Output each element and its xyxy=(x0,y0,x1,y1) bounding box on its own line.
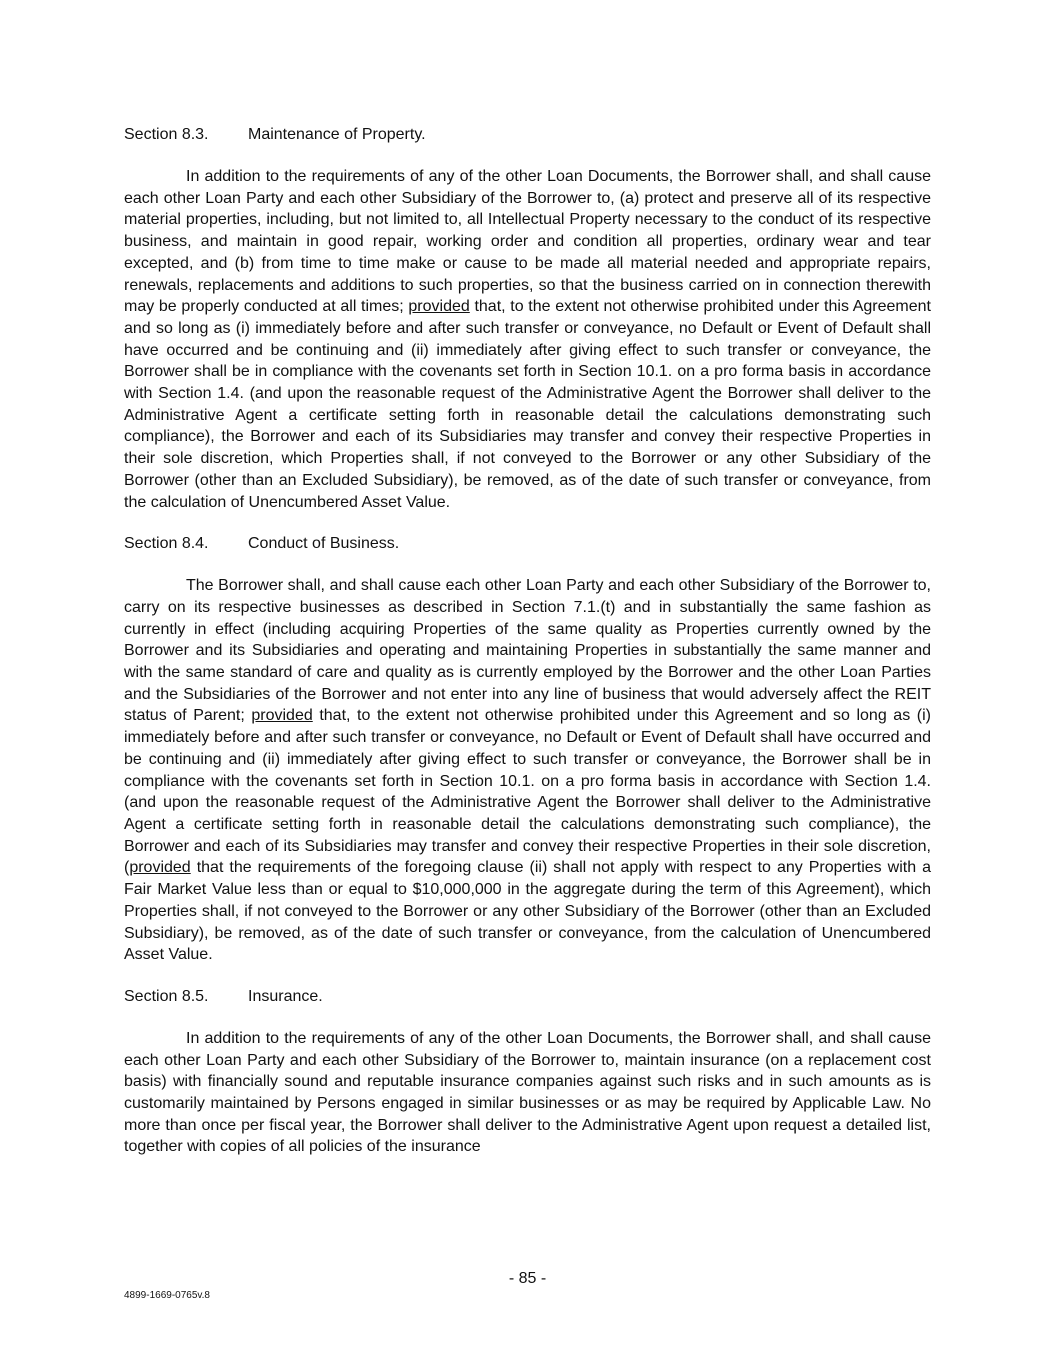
provided-term: provided xyxy=(251,707,313,725)
section-paragraph-8-4 xyxy=(124,575,931,966)
document-page xyxy=(124,124,931,1178)
paragraph-text: that the requirements of the foregoing clause (ii) shall not apply with respect to any Properties with a Fair Market Value less than or equal to $10,000,000 in the aggregate during the term of this Agreement), which Properties shall, if not conveyed to the Borrower or any other Subsidiary of the Borrower (other than an Excluded Subsidiary), be removed, as of the date of such transfer or conveyance, from the calculation of Unencumbered Asset Value. xyxy=(124,859,931,964)
section-number: Section 8.4. xyxy=(124,535,209,553)
section-heading-8-5 xyxy=(124,986,931,1008)
provided-term: provided xyxy=(129,859,191,877)
section-heading-8-4 xyxy=(124,533,931,555)
paragraph-text: In addition to the requirements of any of the other Loan Documents, the Borrower shall, and shall cause each other Loan Party and each other Subsidiary of the Borrower to, (a) protect and preserve all of its respective material properties, including, but not limited to, all Intellectual Property necessary to the conduct of its respective business, and maintain in good repair, working order and condition all properties, ordinary wear and tear excepted, and (b) from time to time make or cause to be made all material needed and appropriate repairs, renewals, replacements and additions to such properties, so that the business carried on in connection therewith may be properly conducted at all times; xyxy=(124,168,931,316)
section-paragraph-8-3 xyxy=(124,166,931,513)
section-title: Maintenance of Property. xyxy=(248,126,426,143)
section-title: Insurance. xyxy=(248,987,323,1005)
paragraph-text: In addition to the requirements of any of the other Loan Documents, the Borrower shall, and shall cause each other Loan Party and each other Subsidiary of the Borrower to, maintain insurance (on a replacement cost basis) with financially sound and reputable insurance companies against such risks and in such amounts as is customarily maintained by Persons engaged in similar businesses or as may be required by Applicable Law. No more than once per fiscal year, the Borrower shall deliver to the Administrative Agent upon request a detailed list, together with copies of all policies of the insurance xyxy=(124,1029,931,1156)
section-number: Section 8.3. xyxy=(124,126,209,143)
paragraph-text: The Borrower shall, and shall cause each other Loan Party and each other Subsidiary of the Borrower to, carry on its respective businesses as described in Section 7.1.(t) and in substantially the same fashion as currently in effect (including acquiring Properties of the same quality as Properties currently owned by the Borrower and its Subsidiaries and operating and maintaining Properties in substantially the same manner and with the same standard of care and quality as is currently employed by the Borrower and the other Loan Parties and the Subsidiaries of the Borrower and not enter into any line of business that would adversely affect the REIT status of Parent; xyxy=(124,577,931,725)
section-heading-8-3 xyxy=(124,124,931,146)
paragraph-text: that, to the extent not otherwise prohibited under this Agreement and so long as (i) immediately before and after such transfer or conveyance, no Default or Event of Default shall have occurred and be continuing and (ii) immediately after giving effect to such transfer or conveyance, the Borrower shall be in compliance with the covenants set forth in Section 10.1. on a pro forma basis in accordance with Section 1.4. (and upon the reasonable request of the Administrative Agent the Borrower shall deliver to the Administrative Agent a certificate setting forth in reasonable detail the calculations demonstrating such compliance), the Borrower and each of its Subsidiaries may transfer and convey their respective Properties in their sole discretion, ( xyxy=(124,707,931,877)
page-number: - 85 - xyxy=(508,1270,547,1287)
document-id: 4899-1669-0765v.8 xyxy=(124,1290,210,1301)
paragraph-text: that, to the extent not otherwise prohibited under this Agreement and so long as (i) immediately before and after such transfer or conveyance, no Default or Event of Default shall have occurred and be continuing and (ii) immediately after giving effect to such transfer or conveyance, the Borrower shall be in compliance with the covenants set forth in Section 10.1. on a pro forma basis in accordance with Section 1.4. (and upon the reasonable request of the Administrative Agent the Borrower shall deliver to the Administrative Agent a certificate setting forth in reasonable detail the calculations demonstrating such compliance), the Borrower and each of its Subsidiaries may transfer and convey their respective Properties in their sole discretion, which Properties shall, if not conveyed to the Borrower or any other Subsidiary of the Borrower (other than an Excluded Subsidiary), be removed, as of the date of such transfer or conveyance, from the calculation of Unencumbered Asset Value. xyxy=(124,298,932,511)
section-number: Section 8.5. xyxy=(124,987,209,1005)
section-paragraph-8-5 xyxy=(124,1028,931,1158)
section-title: Conduct of Business. xyxy=(248,535,400,553)
provided-term: provided xyxy=(408,298,470,316)
